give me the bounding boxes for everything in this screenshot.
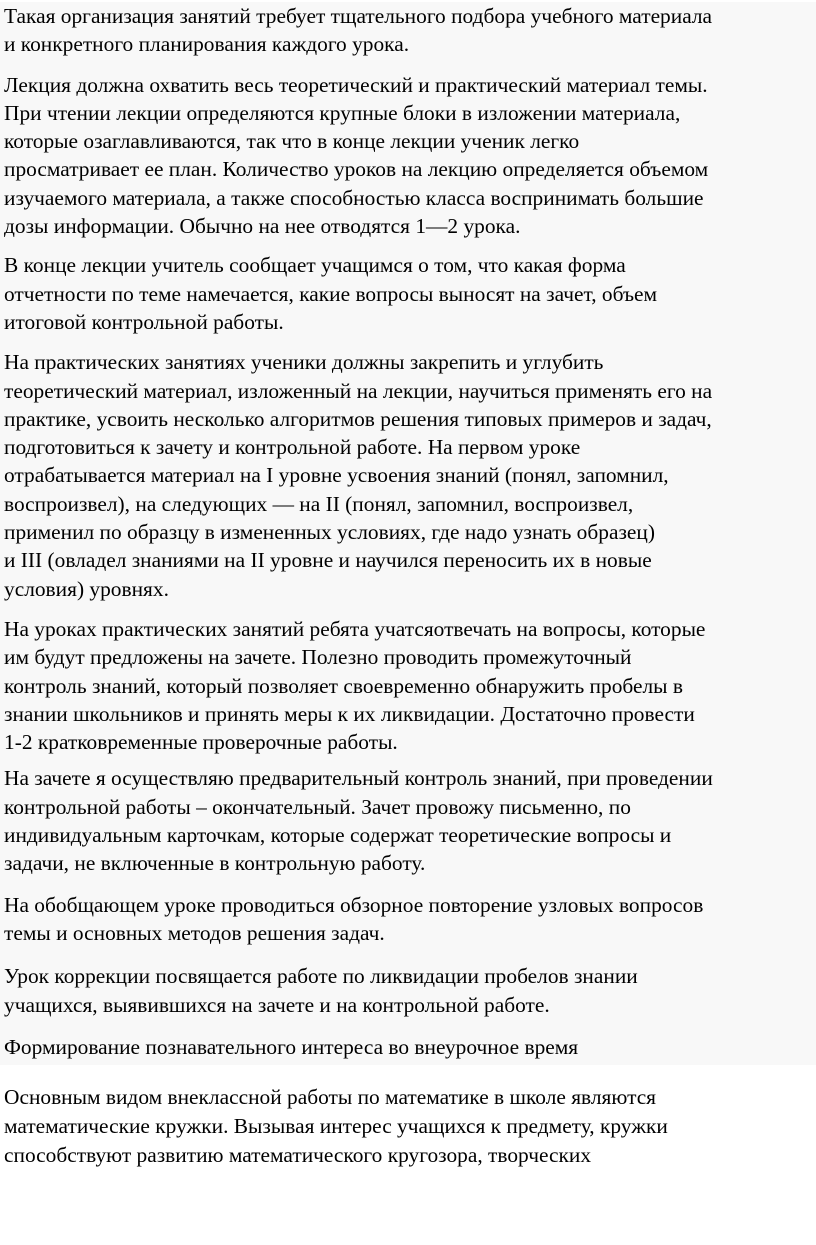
text-line: и конкретного планирования каждого урока. xyxy=(4,32,410,57)
text-line: темы и основных методов решения задач. xyxy=(4,920,385,945)
text-line: Лекция должна охватить весь теоретический и практический материал темы. xyxy=(4,72,708,97)
paragraph xyxy=(0,71,816,241)
text-line: которые озаглавливаются, так что в конце лекции ученик легко xyxy=(4,129,580,154)
text-line: На обобщающем уроке проводиться обзорное повторение узловых вопросов xyxy=(4,892,704,917)
text-line: индивидуальным карточкам, которые содержат теоретические вопросы и xyxy=(4,823,672,848)
text-line: Такая организация занятий требует тщательного подбора учебного материала xyxy=(4,4,713,28)
paragraph xyxy=(0,1083,816,1170)
text-line: воспроизвел), на следующих — на II (понял, запомнил, воспроизвел, xyxy=(4,491,634,516)
section-heading xyxy=(0,1033,816,1061)
document-body xyxy=(0,2,816,1170)
text-line: учащихся, выявившихся на зачете и на контрольной работе. xyxy=(4,992,550,1017)
text-line: отрабатывается материал на I уровне усвоения знаний (понял, запомнил, xyxy=(4,463,669,488)
text-line: На практических занятиях ученики должны закрепить и углубить xyxy=(4,350,604,375)
text-line: условия) уровнях. xyxy=(4,576,169,601)
text-line: На уроках практических занятий ребята учатсяотвечать на вопросы, которые xyxy=(4,616,706,641)
paragraph xyxy=(0,2,816,59)
text-line: контрольной работы – окончательный. Зачет провожу письменно, по xyxy=(4,794,631,819)
text-line: В конце лекции учитель сообщает учащимся о том, что какая форма xyxy=(4,253,626,278)
text-line: способствуют развитию математического кругозора, творческих xyxy=(4,1143,592,1168)
text-line: Формирование познавательного интереса во внеурочное время xyxy=(4,1034,579,1059)
paragraph xyxy=(0,251,816,336)
paragraph xyxy=(0,891,816,948)
paragraph xyxy=(0,962,816,1019)
text-line: знании школьников и принять меры к их ликвидации. Достаточно провести xyxy=(4,701,695,726)
text-line: дозы информации. Обычно на нее отводятся 1—2 урока. xyxy=(4,214,521,239)
paragraph xyxy=(0,348,816,603)
text-line: Урок коррекции посвящается работе по ликвидации пробелов знании xyxy=(4,964,638,989)
text-line: применил по образцу в измененных условиях, где надо узнать образец) xyxy=(4,520,655,545)
text-line: Основным видом внеклассной работы по математике в школе являются xyxy=(4,1085,657,1110)
text-line: отчетности по теме намечается, какие вопросы выносят на зачет, объем xyxy=(4,281,658,306)
text-line: подготовиться к зачету и контрольной работе. На первом уроке xyxy=(4,435,581,460)
text-line: задачи, не включенные в контрольную работу. xyxy=(4,851,426,876)
text-line: контроль знаний, который позволяет своевременно обнаружить пробелы в xyxy=(4,673,683,698)
paragraph xyxy=(0,764,816,877)
text-line: им будут предложены на зачете. Полезно проводить промежуточный xyxy=(4,645,632,670)
paragraph xyxy=(0,615,816,756)
shaded-text-block xyxy=(0,2,816,1065)
text-line: просматривает ее план. Количество уроков на лекцию определяется объемом xyxy=(4,157,709,182)
text-line: и III (овладел знаниями на II уровне и научился переносить их в новые xyxy=(4,548,652,573)
text-line: изучаемого материала, а также способностью класса воспринимать большие xyxy=(4,185,704,210)
text-line: теоретический материал, изложенный на лекции, научиться применять его на xyxy=(4,378,713,403)
text-line: 1-2 кратковременные проверочные работы. xyxy=(4,730,398,755)
text-line: итоговой контрольной работы. xyxy=(4,309,284,334)
text-line: практике, усвоить несколько алгоритмов решения типовых примеров и задач, xyxy=(4,406,712,431)
text-line: При чтении лекции определяются крупные блоки в изложении материала, xyxy=(4,100,681,125)
text-line: математические кружки. Вызывая интерес учащихся к предмету, кружки xyxy=(4,1114,668,1139)
text-line: На зачете я осуществляю предварительный контроль знаний, при проведении xyxy=(4,766,713,791)
